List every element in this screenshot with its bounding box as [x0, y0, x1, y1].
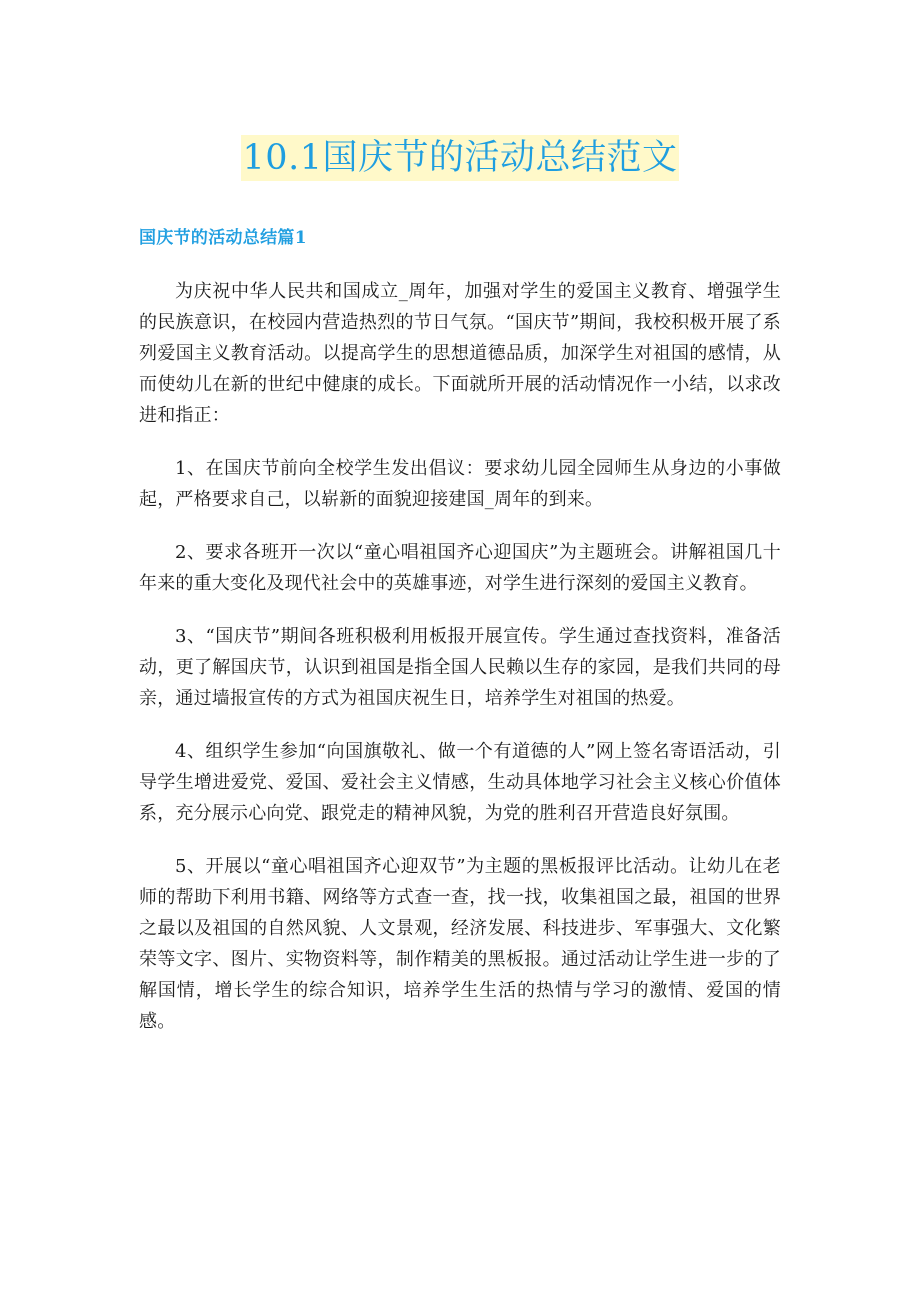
section-heading: 国庆节的活动总结篇1 [139, 228, 307, 248]
paragraph-item-4: 4、组织学生参加“向国旗敬礼、做一个有道德的人”网上签名寄语活动，引导学生增进爱党、爱国、爱社会主义情感，生动具体地学习社会主义核心价值体系，充分展示心向党、跟党走的精神风貌，为党的胜利召开营造良好氛围。 [139, 741, 781, 824]
paragraph-item-3: 3、“国庆节”期间各班积极利用板报开展宣传。学生通过查找资料，准备活动，更了解国庆节，认识到祖国是指全国人民赖以生存的家园，是我们共同的母亲，通过墙报宣传的方式为祖国庆祝生日，培养学生对祖国的热爱。 [139, 626, 781, 709]
paragraph-item-1: 1、在国庆节前向全校学生发出倡议：要求幼儿园全园师生从身边的小事做起，严格要求自己，以崭新的面貌迎接建国_周年的到来。 [139, 458, 781, 510]
title-container [139, 135, 781, 185]
paragraph-item-2: 2、要求各班开一次以“童心唱祖国齐心迎国庆”为主题班会。讲解祖国几十年来的重大变化及现代社会中的英雄事迹，对学生进行深刻的爱国主义教育。 [139, 542, 781, 594]
paragraph-item-5: 5、开展以“童心唱祖国齐心迎双节”为主题的黑板报评比活动。让幼儿在老师的帮助下利用书籍、网络等方式查一查，找一找，收集祖国之最，祖国的世界之最以及祖国的自然风貌、人文景观，经济发展、科技进步、军事强大、文化繁荣等文字、图片、实物资料等，制作精美的黑板报。通过活动让学生进一步的了解国情，增长学生的综合知识，培养学生生活的热情与学习的激情、爱国的情感。 [139, 856, 781, 1032]
paragraph-intro: 为庆祝中华人民共和国成立_周年，加强对学生的爱国主义教育、增强学生的民族意识，在校园内营造热烈的节日气氛。“国庆节”期间，我校积极开展了系列爱国主义教育活动。以提高学生的思想道德品质，加深学生对祖国的感情，从而使幼儿在新的世纪中健康的成长。下面就所开展的活动情况作一小结，以求改进和指正： [139, 281, 781, 426]
document-title: 10.1国庆节的活动总结范文 [241, 135, 680, 181]
document-body [139, 276, 781, 1037]
